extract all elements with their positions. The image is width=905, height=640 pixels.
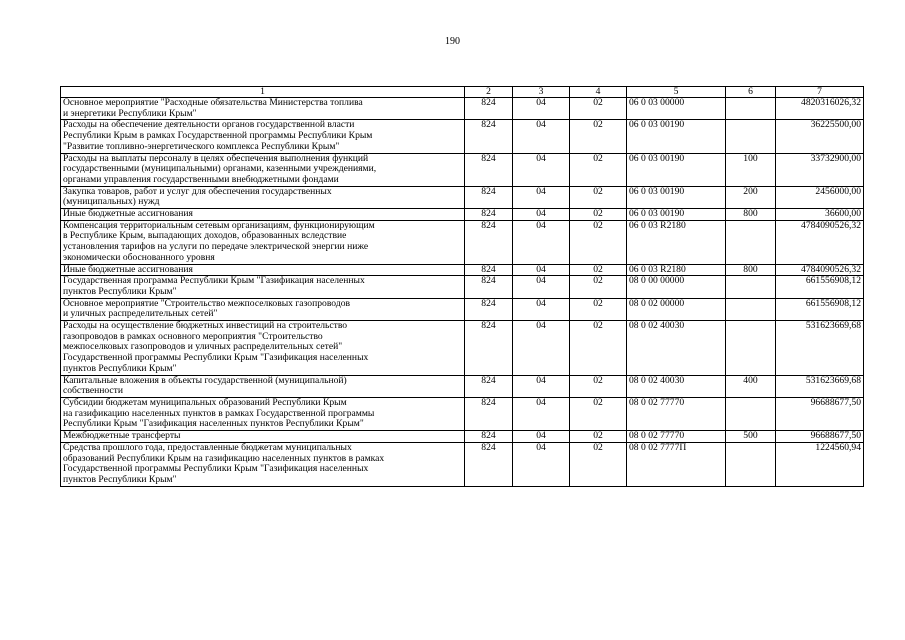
amount-cell: 4784090526,32 — [776, 220, 864, 264]
section-code: 04 — [513, 375, 570, 397]
ministry-code: 824 — [465, 98, 513, 120]
target-article-code: 06 0 03 00190 — [627, 186, 726, 208]
ministry-code: 824 — [465, 209, 513, 221]
expense-type-code — [726, 442, 776, 486]
subsection-code: 02 — [570, 321, 627, 376]
row-description: Капитальные вложения в объекты государственной (муниципальной) собственности — [61, 375, 465, 397]
section-code: 04 — [513, 264, 570, 276]
expense-type-code — [726, 321, 776, 376]
target-article-code: 06 0 03 00190 — [627, 120, 726, 153]
row-description: Компенсация территориальным сетевым организациям, функционирующим в Республике Крым, выпадающих доходов, образованных вследствие установления тарифов на услуги по передаче электрической энергии ниже экономически обоснованного уровня — [61, 220, 465, 264]
subsection-code: 02 — [570, 153, 627, 186]
table-row — [61, 186, 864, 208]
table-row — [61, 397, 864, 430]
amount-cell: 36600,00 — [776, 209, 864, 221]
table-row — [61, 98, 864, 120]
subsection-code: 02 — [570, 98, 627, 120]
ministry-code: 824 — [465, 375, 513, 397]
section-code: 04 — [513, 209, 570, 221]
row-description: Основное мероприятие "Строительство межпоселковых газопроводов и уличных распределительных сетей" — [61, 298, 465, 320]
header-row — [61, 87, 864, 98]
amount-cell: 661556908,12 — [776, 298, 864, 320]
amount-cell: 1224560,94 — [776, 442, 864, 486]
expense-type-code — [726, 397, 776, 430]
subsection-code: 02 — [570, 298, 627, 320]
expense-type-code — [726, 276, 776, 298]
row-description: Расходы на осуществление бюджетных инвестиций на строительство газопроводов в рамках основного мероприятия "Строительство межпоселковых газопроводов и уличных распределительных сетей" Государственной программы Республики Крым "Газификация населенных пунктов Республики Крым" — [61, 321, 465, 376]
amount-cell: 531623669,68 — [776, 375, 864, 397]
row-description: Иные бюджетные ассигнования — [61, 264, 465, 276]
section-code: 04 — [513, 442, 570, 486]
subsection-code: 02 — [570, 442, 627, 486]
table-row — [61, 298, 864, 320]
section-code: 04 — [513, 397, 570, 430]
ministry-code: 824 — [465, 298, 513, 320]
ministry-code: 824 — [465, 397, 513, 430]
ministry-code: 824 — [465, 431, 513, 443]
ministry-code: 824 — [465, 220, 513, 264]
subsection-code: 02 — [570, 397, 627, 430]
target-article-code: 06 0 03 00190 — [627, 153, 726, 186]
header-cell: 2 — [465, 87, 513, 98]
subsection-code: 02 — [570, 120, 627, 153]
section-code: 04 — [513, 220, 570, 264]
ministry-code: 824 — [465, 442, 513, 486]
expense-type-code — [726, 120, 776, 153]
row-description: Субсидии бюджетам муниципальных образований Республики Крым на газификацию населенных пунктов в рамках Государственной программы Республики Крым "Газификация населенных пунктов Республики Крым" — [61, 397, 465, 430]
target-article-code: 08 0 02 40030 — [627, 321, 726, 376]
target-article-code: 08 0 00 00000 — [627, 276, 726, 298]
header-cell: 7 — [776, 87, 864, 98]
row-description: Государственная программа Республики Крым "Газификация населенных пунктов Республики Крым" — [61, 276, 465, 298]
subsection-code: 02 — [570, 209, 627, 221]
expense-type-code — [726, 220, 776, 264]
target-article-code: 06 0 03 R2180 — [627, 264, 726, 276]
amount-cell: 531623669,68 — [776, 321, 864, 376]
table-row — [61, 431, 864, 443]
section-code: 04 — [513, 120, 570, 153]
row-description: Расходы на выплаты персоналу в целях обеспечения выполнения функций государственными (муниципальными) органами, казенными учреждениями, органами управления государственными внебюджетными фондами — [61, 153, 465, 186]
header-cell: 5 — [627, 87, 726, 98]
expense-type-code — [726, 298, 776, 320]
subsection-code: 02 — [570, 220, 627, 264]
section-code: 04 — [513, 186, 570, 208]
section-code: 04 — [513, 98, 570, 120]
expense-type-code: 400 — [726, 375, 776, 397]
ministry-code: 824 — [465, 276, 513, 298]
ministry-code: 824 — [465, 321, 513, 376]
section-code: 04 — [513, 276, 570, 298]
table-row — [61, 209, 864, 221]
table-row — [61, 276, 864, 298]
row-description: Иные бюджетные ассигнования — [61, 209, 465, 221]
section-code: 04 — [513, 298, 570, 320]
header-cell: 4 — [570, 87, 627, 98]
section-code: 04 — [513, 321, 570, 376]
table-row — [61, 442, 864, 486]
expense-type-code: 500 — [726, 431, 776, 443]
table-row — [61, 264, 864, 276]
header-cell: 6 — [726, 87, 776, 98]
ministry-code: 824 — [465, 264, 513, 276]
subsection-code: 02 — [570, 375, 627, 397]
target-article-code: 06 0 03 R2180 — [627, 220, 726, 264]
row-description: Средства прошлого года, предоставленные бюджетам муниципальных образований Республики Крым на газификацию населенных пунктов в рамках Государственной программы Республики Крым "Газификация населенных пунктов Республики Крым" — [61, 442, 465, 486]
amount-cell: 4820316026,32 — [776, 98, 864, 120]
header-cell: 1 — [61, 87, 465, 98]
subsection-code: 02 — [570, 186, 627, 208]
amount-cell: 4784090526,32 — [776, 264, 864, 276]
table-row — [61, 321, 864, 376]
section-code: 04 — [513, 153, 570, 186]
subsection-code: 02 — [570, 431, 627, 443]
target-article-code: 08 0 02 7777П — [627, 442, 726, 486]
target-article-code: 08 0 02 77770 — [627, 397, 726, 430]
table-row — [61, 153, 864, 186]
amount-cell: 33732900,00 — [776, 153, 864, 186]
table-row — [61, 220, 864, 264]
table-body — [61, 98, 864, 487]
amount-cell: 2456000,00 — [776, 186, 864, 208]
expense-type-code: 800 — [726, 209, 776, 221]
subsection-code: 02 — [570, 264, 627, 276]
target-article-code: 06 0 03 00190 — [627, 209, 726, 221]
amount-cell: 661556908,12 — [776, 276, 864, 298]
budget-table — [60, 86, 864, 487]
expense-type-code — [726, 98, 776, 120]
row-description: Межбюджетные трансферты — [61, 431, 465, 443]
expense-type-code: 200 — [726, 186, 776, 208]
target-article-code: 08 0 02 40030 — [627, 375, 726, 397]
expense-type-code: 800 — [726, 264, 776, 276]
expense-type-code: 100 — [726, 153, 776, 186]
amount-cell: 36225500,00 — [776, 120, 864, 153]
target-article-code: 08 0 02 00000 — [627, 298, 726, 320]
amount-cell: 96688677,50 — [776, 397, 864, 430]
target-article-code: 08 0 02 77770 — [627, 431, 726, 443]
table-row — [61, 375, 864, 397]
header-cell: 3 — [513, 87, 570, 98]
row-description: Закупка товаров, работ и услуг для обеспечения государственных (муниципальных) нужд — [61, 186, 465, 208]
target-article-code: 06 0 03 00000 — [627, 98, 726, 120]
table-row — [61, 120, 864, 153]
row-description: Основное мероприятие "Расходные обязательства Министерства топлива и энергетики Республики Крым" — [61, 98, 465, 120]
section-code: 04 — [513, 431, 570, 443]
ministry-code: 824 — [465, 153, 513, 186]
subsection-code: 02 — [570, 276, 627, 298]
row-description: Расходы на обеспечение деятельности органов государственной власти Республики Крым в рамках Государственной программы Республики Крым "Развитие топливно-энергетического комплекса Республики Крым" — [61, 120, 465, 153]
amount-cell: 96688677,50 — [776, 431, 864, 443]
ministry-code: 824 — [465, 186, 513, 208]
page-number: 190 — [445, 36, 460, 47]
ministry-code: 824 — [465, 120, 513, 153]
